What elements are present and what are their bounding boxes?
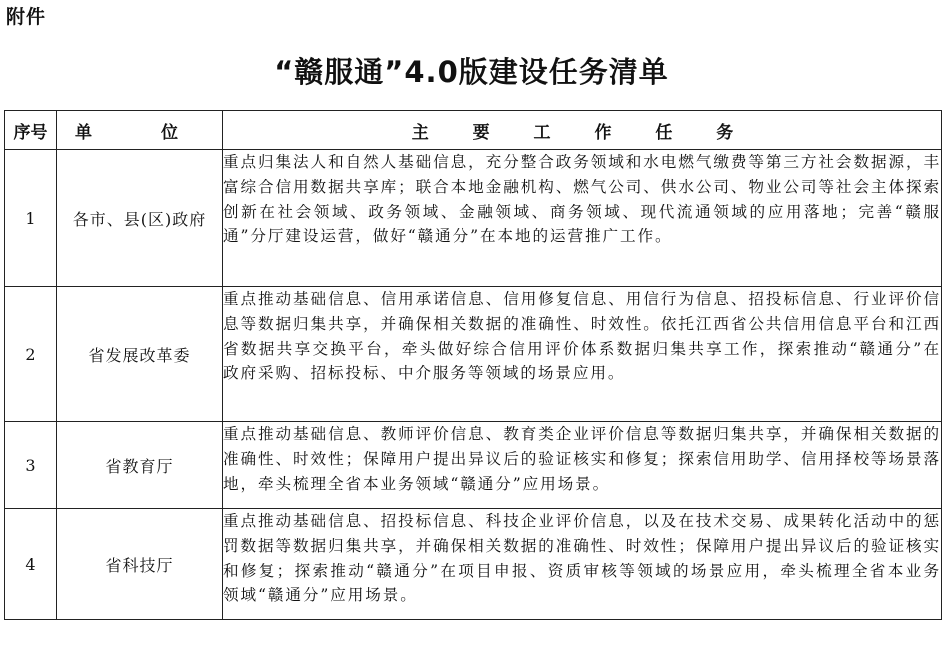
table-row <box>5 150 942 287</box>
row-seq: 4 <box>5 509 57 620</box>
row-task: 重点推动基础信息、信用承诺信息、信用修复信息、用信行为信息、招投标信息、行业评价信息等数据归集共享，并确保相关数据的准确性、时效性。依托江西省公共信用信息平台和江西省数据共享交换平台，牵头做好综合信用评价体系数据归集共享工作，探索推动“赣通分”在政府采购、招标投标、中介服务等领域的场景应用。 <box>223 287 942 422</box>
table-row <box>5 509 942 620</box>
column-header-unit: 单 位 <box>57 111 223 150</box>
attachment-label: 附件 <box>6 6 47 28</box>
task-list-table <box>4 110 942 620</box>
row-seq: 2 <box>5 287 57 422</box>
row-task: 重点推动基础信息、教师评价信息、教育类企业评价信息等数据归集共享，并确保相关数据的准确性、时效性；保障用户提出异议后的验证核实和修复；探索信用助学、信用择校等场景落地，牵头梳理全省本业务领域“赣通分”应用场景。 <box>223 422 942 509</box>
row-task: 重点归集法人和自然人基础信息，充分整合政务领域和水电燃气缴费等第三方社会数据源，丰富综合信用数据共享库；联合本地金融机构、燃气公司、供水公司、物业公司等社会主体探索创新在社会领域、政务领域、金融领域、商务领域、现代流通领域的应用落地；完善“赣服通”分厅建设运营，做好“赣通分”在本地的运营推广工作。 <box>223 150 942 287</box>
table-row <box>5 287 942 422</box>
row-unit: 各市、县(区)政府 <box>57 150 223 287</box>
table-header-row <box>5 111 942 150</box>
row-seq: 3 <box>5 422 57 509</box>
row-unit: 省科技厅 <box>57 509 223 620</box>
table-row <box>5 422 942 509</box>
column-header-task: 主 要 工 作 任 务 <box>223 111 942 150</box>
row-unit: 省教育厅 <box>57 422 223 509</box>
column-header-seq: 序号 <box>5 111 57 150</box>
row-unit: 省发展改革委 <box>57 287 223 422</box>
row-seq: 1 <box>5 150 57 287</box>
document-title: “赣服通”4.0版建设任务清单 <box>274 55 669 89</box>
row-task: 重点推动基础信息、招投标信息、科技企业评价信息，以及在技术交易、成果转化活动中的惩罚数据等数据归集共享，并确保相关数据的准确性、时效性；保障用户提出异议后的验证核实和修复；探索推动“赣通分”在项目申报、资质审核等领域的场景应用，牵头梳理全省本业务领域“赣通分”应用场景。 <box>223 509 942 620</box>
